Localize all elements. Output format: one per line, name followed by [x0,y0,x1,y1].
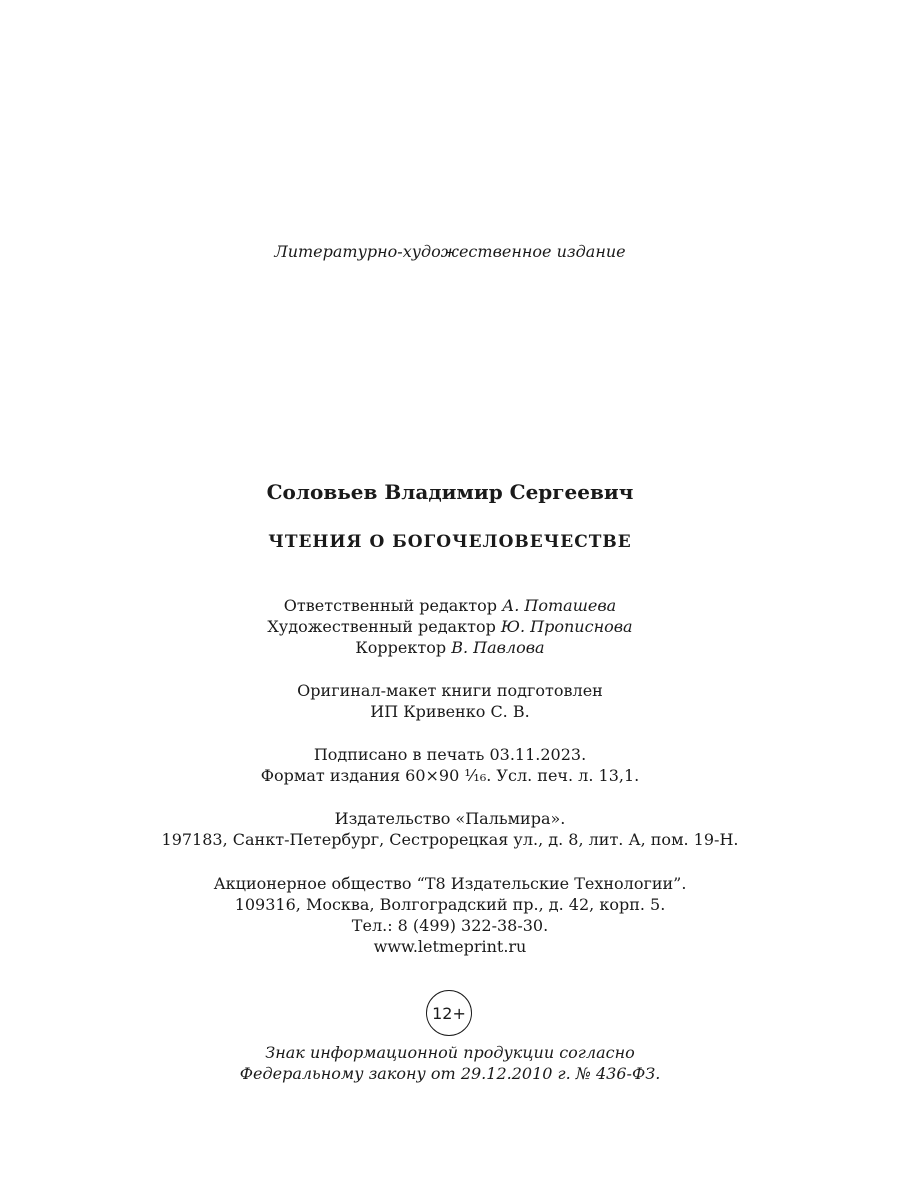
book-title: ЧТЕНИЯ О БОГОЧЕЛОВЕЧЕСТВЕ [268,532,632,552]
credits-block [0,595,900,658]
age-note-line: Знак информационной продукции согласно [265,1043,635,1062]
layout-block [0,680,900,722]
layout-line: Оригинал-макет книги подготовлен [297,681,603,700]
layout-preparer: ИП Кривенко С. В. [370,702,530,721]
age-rating-note [0,1042,900,1084]
printer-website: www.letmeprint.ru [373,937,527,956]
credit-line-art-editor [0,616,900,637]
credit-name: В. Павлова [451,638,545,657]
printer-address: 109316, Москва, Волгоградский пр., д. 42, корп. 5. [234,895,666,914]
credit-name: А. Поташева [502,596,617,615]
print-info-block [0,744,900,786]
printer-block [0,873,900,957]
publisher-name: Издательство «Пальмира». [334,809,566,828]
credit-line-chief-editor [0,595,900,616]
edition-type: Литературно-художественное издание [274,242,626,261]
publisher-block [0,808,900,850]
credit-name: Ю. Прописнова [500,617,633,636]
credit-role: Ответственный редактор [283,596,498,615]
printer-phone: Тел.: 8 (499) 322-38-30. [351,916,549,935]
credit-role: Корректор [355,638,447,657]
age-rating-badge: 12+ [426,990,472,1036]
print-format: Формат издания 60×90 ¹⁄₁₆. Усл. печ. л. 13,1. [260,766,640,785]
credit-line-proofreader [0,637,900,658]
publisher-address: 197183, Санкт-Петербург, Сестрорецкая ул., д. 8, лит. А, пом. 19-Н. [161,830,739,849]
author-name: Соловьев Владимир Сергеевич [266,480,634,504]
age-note-law: Федеральному закону от 29.12.2010 г. № 436-ФЗ. [239,1064,661,1083]
printer-name: Акционерное общество “Т8 Издательские Технологии”. [213,874,687,893]
credit-role: Художественный редактор [267,617,496,636]
print-signed-date: Подписано в печать 03.11.2023. [313,745,587,764]
